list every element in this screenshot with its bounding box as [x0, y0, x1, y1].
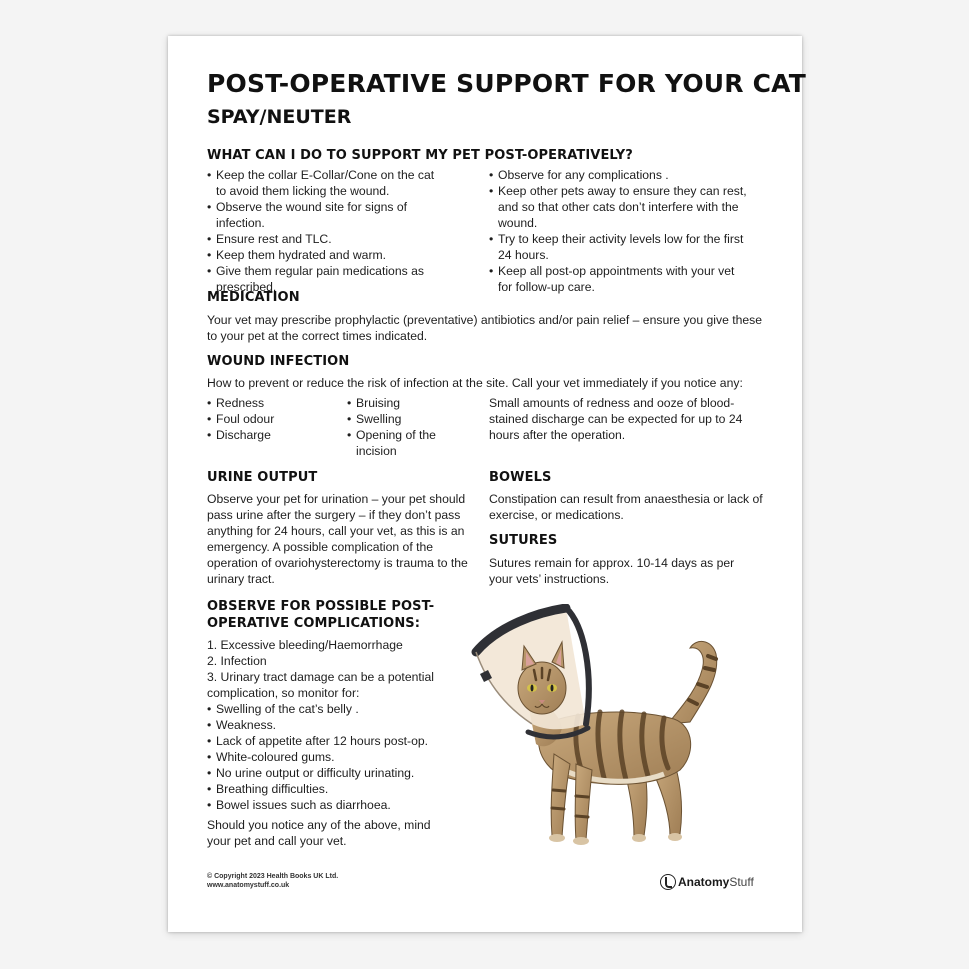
complications-numbered-list [207, 637, 452, 701]
wound-sign-item: • Redness [207, 395, 317, 411]
complication-numbered-item: 2. Infection [207, 654, 267, 668]
medication-heading: MEDICATION [207, 290, 300, 305]
page-title: POST-OPERATIVE SUPPORT FOR YOUR CAT [207, 69, 807, 98]
complication-symptom-item: • Lack of appetite after 12 hours post-op. [207, 733, 467, 749]
leaflet-page [168, 36, 807, 932]
complication-symptom-item: • Swelling of the cat’s belly . [207, 701, 467, 717]
copyright-notice [207, 872, 338, 890]
support-heading: WHAT CAN I DO TO SUPPORT MY PET POST-OPERATIVELY? [207, 148, 633, 163]
copyright-text: © Copyright 2023 Health Books UK Ltd. [207, 873, 339, 880]
support-tip-item: • Keep them hydrated and warm. [207, 247, 439, 263]
website-link[interactable]: www.anatomystuff.co.uk [207, 882, 290, 889]
wound-signs-list-2 [347, 395, 457, 459]
support-tip-item: • Keep the collar E-Collar/Cone on the cat to avoid them licking the wound. [207, 167, 439, 199]
support-tip-item: • Try to keep their activity levels low for the first 24 hours. [489, 231, 749, 263]
wound-sign-item: • Foul odour [207, 411, 317, 427]
complication-symptom-item: • Weakness. [207, 717, 467, 733]
support-left-list [207, 167, 439, 295]
support-right-list [489, 167, 749, 295]
anatomystuff-logo [660, 872, 754, 892]
support-tip-item: • Keep other pets away to ensure they can rest, and so that other cats don’t interfere with the wound. [489, 183, 749, 231]
complications-heading: OBSERVE FOR POSSIBLE POST-OPERATIVE COMPLICATIONS: [207, 599, 435, 631]
wound-note: Small amounts of redness and ooze of blood-stained discharge can be expected for up to 24 hours after the operation. [489, 396, 743, 442]
logo-text-light: Stuff [729, 875, 754, 889]
urine-heading: URINE OUTPUT [207, 470, 318, 485]
complication-symptom-item: • Breathing difficulties. [207, 781, 467, 797]
wound-intro: How to prevent or reduce the risk of infection at the site. Call your vet immediately if you notice any: [207, 376, 743, 390]
cat-with-cone-illustration [458, 604, 758, 864]
logo-text-bold: Anatomy [678, 875, 730, 889]
support-tip-item: • Give them regular pain medications as prescribed. [207, 263, 439, 295]
complication-symptom-item: • White-coloured gums. [207, 749, 467, 765]
sutures-heading: SUTURES [489, 533, 558, 548]
complication-symptom-item: • Bowel issues such as diarrhoea. [207, 797, 467, 813]
complications-closing: Should you notice any of the above, mind your pet and call your vet. [207, 818, 431, 848]
page-subtitle: SPAY/NEUTER [207, 106, 352, 128]
complication-symptom-item: • No urine output or difficulty urinating. [207, 765, 467, 781]
bowels-heading: BOWELS [489, 470, 552, 485]
complication-numbered-item: 3. Urinary tract damage can be a potential complication, so monitor for: [207, 670, 434, 700]
urine-text: Observe your pet for urination – your pet should pass urine after the surgery – if they don’t pass anything for 24 hours, call your vet, as this is an emergency. A possible complication of the operation of ovariohysterectomy is trauma to the urinary tract. [207, 492, 468, 586]
support-tip-item: • Observe for any complications . [489, 167, 749, 183]
wound-sign-item: • Swelling [347, 411, 457, 427]
wound-sign-item: • Discharge [207, 427, 317, 443]
bowels-text: Constipation can result from anaesthesia or lack of exercise, or medications. [489, 492, 763, 522]
wound-heading: WOUND INFECTION [207, 354, 350, 369]
support-tip-item: • Ensure rest and TLC. [207, 231, 439, 247]
wound-signs-list-1 [207, 395, 317, 443]
support-tip-item: • Observe the wound site for signs of infection. [207, 199, 439, 231]
anatomystuff-logo-icon [660, 874, 676, 890]
sutures-text: Sutures remain for approx. 10-14 days as per your vets’ instructions. [489, 556, 735, 586]
medication-text: Your vet may prescribe prophylactic (preventative) antibiotics and/or pain relief – ensure you give these to your pet at the correct times indicated. [207, 313, 763, 343]
wound-sign-item: • Bruising [347, 395, 457, 411]
wound-sign-item: • Opening of the incision [347, 427, 457, 459]
support-tip-item: • Keep all post-op appointments with your vet for follow-up care. [489, 263, 749, 295]
complications-bullet-list [207, 701, 467, 813]
complication-numbered-item: 1. Excessive bleeding/Haemorrhage [207, 638, 403, 652]
